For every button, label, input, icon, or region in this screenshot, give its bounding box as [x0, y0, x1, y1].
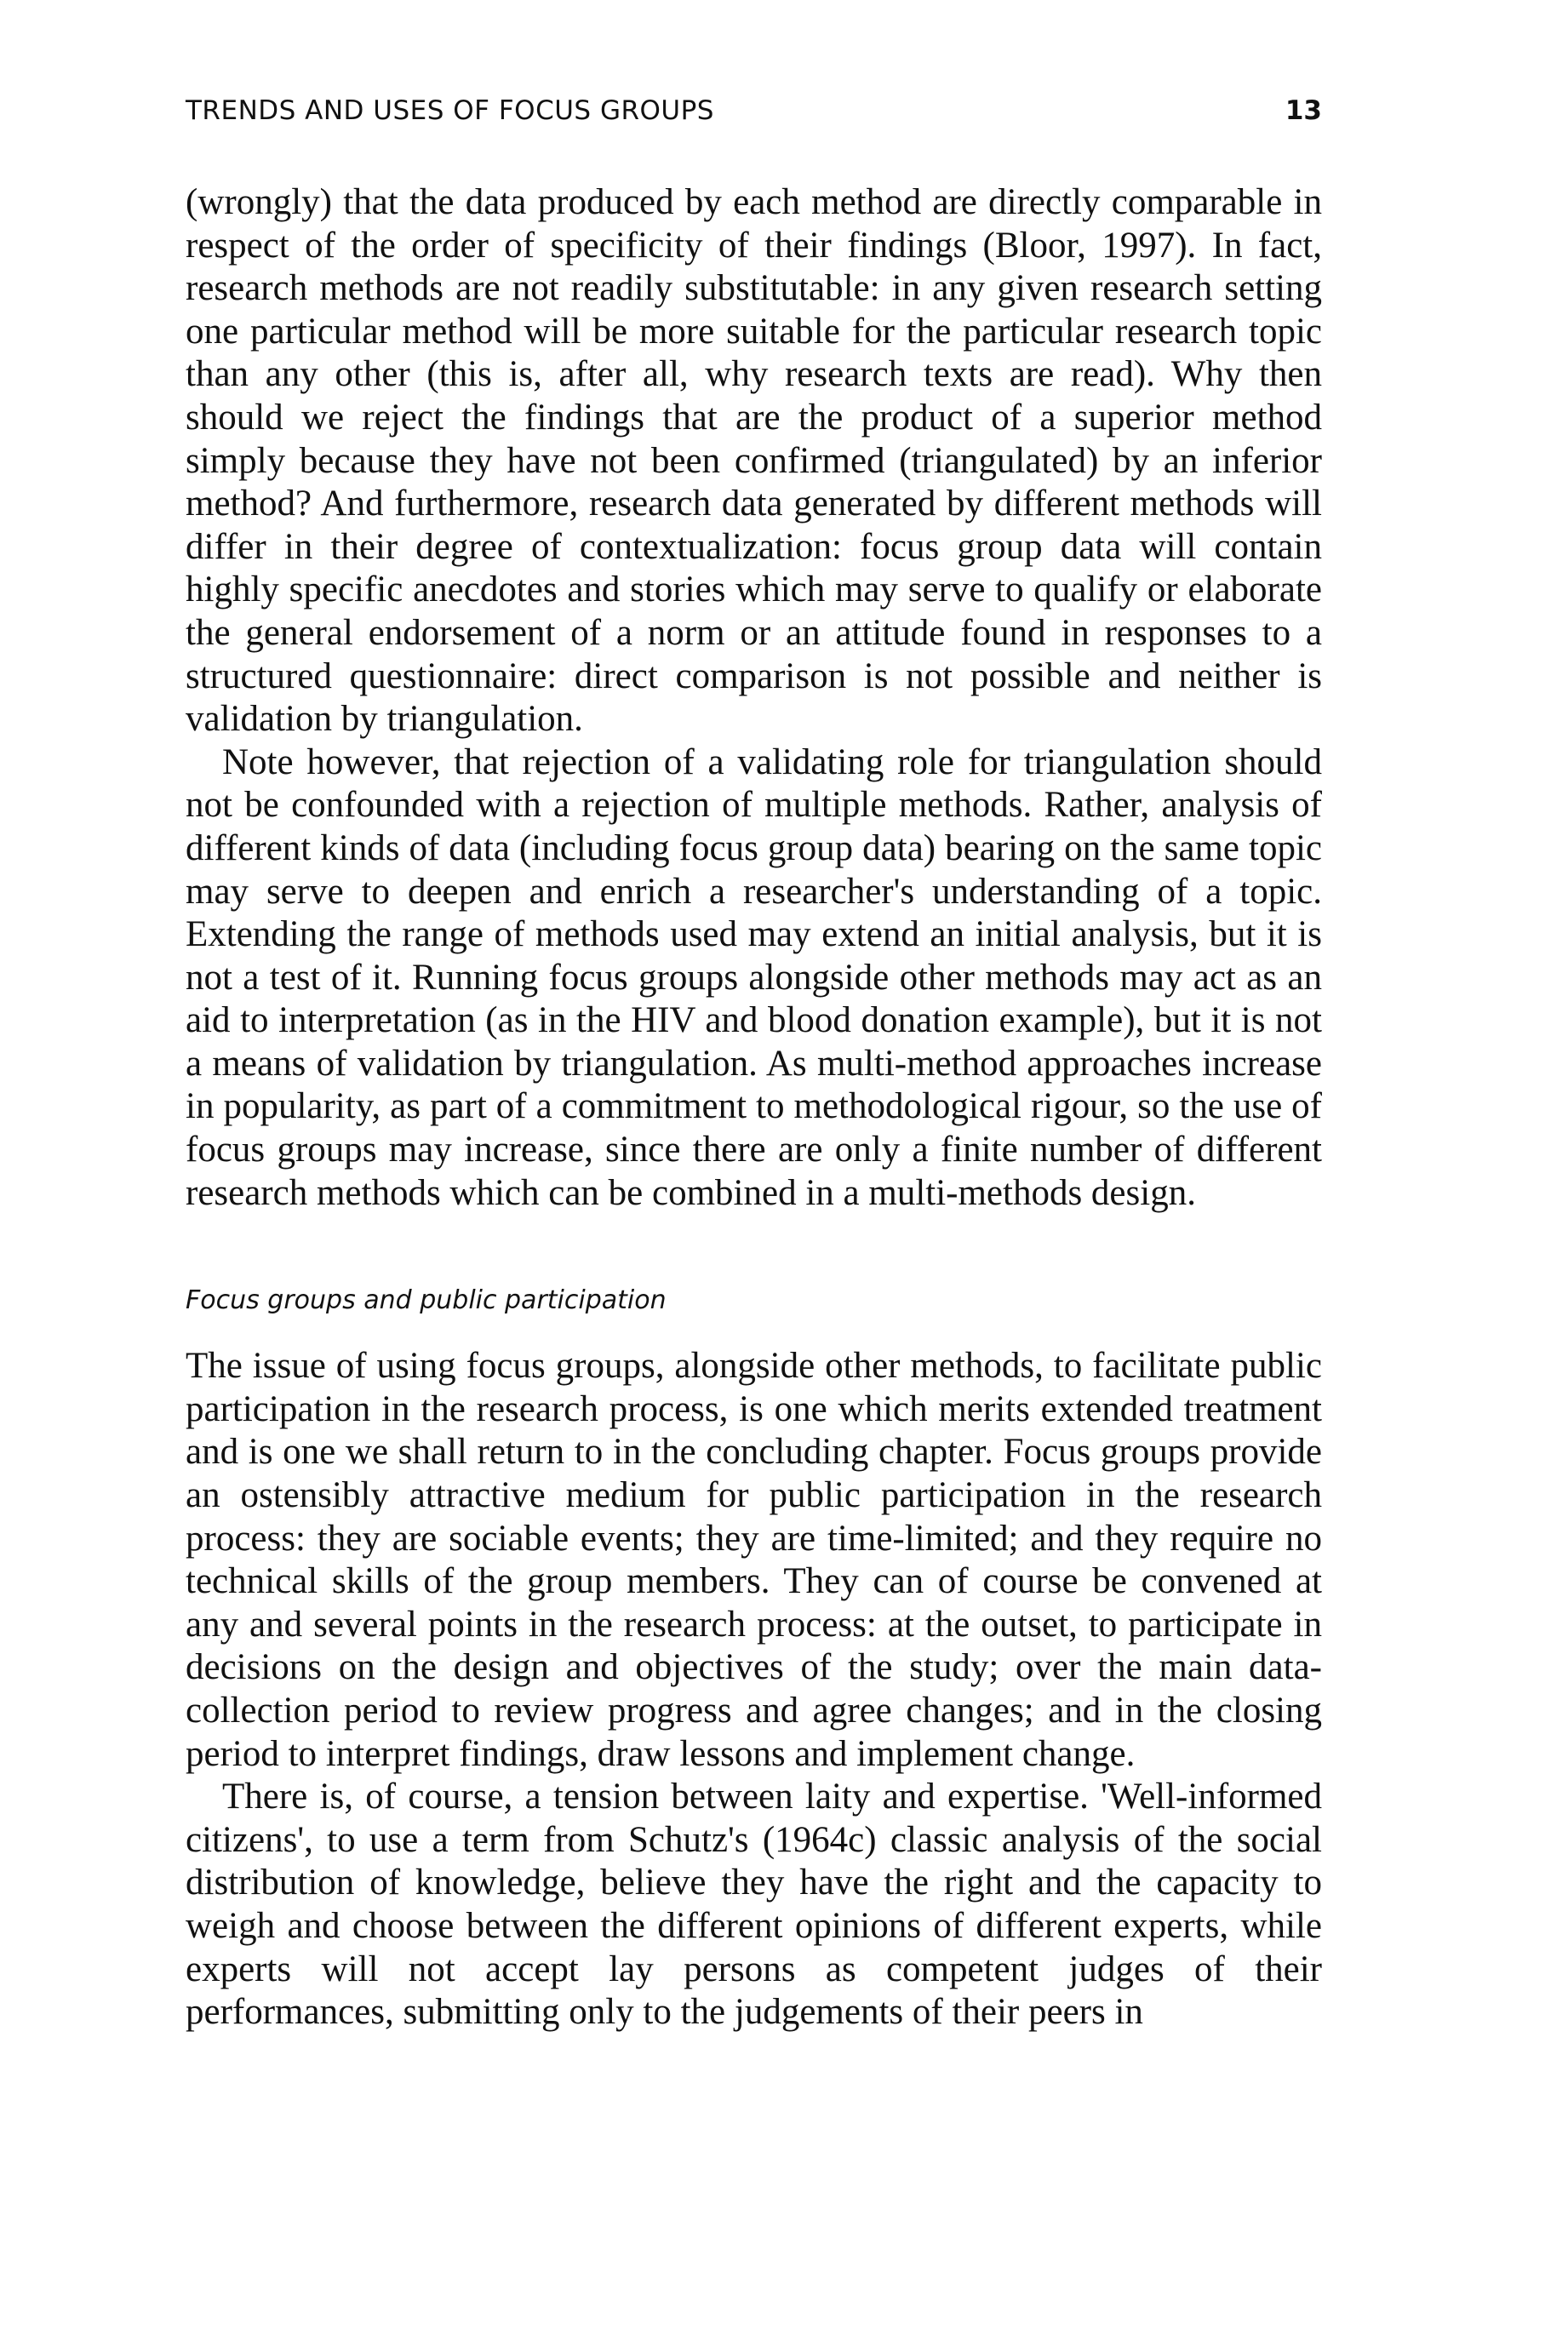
paragraph-laity-expertise: There is, of course, a tension between laity and expertise. 'Well-informed citizens', to use a term from Schutz's (1964c) classic analysis of the social distribution of knowledge, believe they have the right and the capacity to weigh and choose between the different opinions of different experts, while experts will not accept lay persons as competent judges of their performances, submitting only to the judgements of their peers in	[186, 1777, 1322, 2033]
page-number: 13	[1285, 95, 1322, 126]
section-heading: Focus groups and public participation	[186, 1285, 667, 1316]
paragraph-triangulation-critique: (wrongly) that the data produced by each method are directly comparable in respect of the order of specificity of their findings (Bloor, 1997). In fact, research methods are not readily substitutable: in any given research setting one particular method will be more suitable for the particular research topic than any other (this is, after all, why research texts are read). Why then should we reject the findings that are the product of a superior method simply because they have not been confirmed (triangulated) by an inferior method? And furthermore, research data generated by different methods will differ in their degree of contextualization: focus group data will contain highly specific anecdotes and stories which may serve to qualify or elaborate the general endorsement of a norm or an attitude found in responses to a structured questionnaire: direct comparison is not possible and neither is validation by triangulation.	[186, 182, 1322, 740]
running-head	[186, 95, 1322, 134]
paragraph-public-participation: The issue of using focus groups, alongside other methods, to facilitate public participation in the research process, is one which merits extended treatment and is one we shall return to in the concluding chapter. Focus groups provide an ostensibly attractive medium for public participation in the research process: they are sociable events; they are time-limited; and they require no technical skills of the group members. They can of course be convened at any and several points in the research process: at the outset, to participate in decisions on the design and objectives of the study; over the main data-collection period to review progress and agree changes; and in the closing period to interpret findings, draw lessons and implement change.	[186, 1346, 1322, 1774]
running-title: TRENDS AND USES OF FOCUS GROUPS	[186, 95, 714, 126]
body-text	[186, 181, 1322, 2034]
paragraph-multiple-methods: Note however, that rejection of a validating role for triangulation should not be confounded with a rejection of multiple methods. Rather, analysis of different kinds of data (including focus group data) bearing on the same topic may serve to deepen and enrich a researcher's understanding of a topic. Extending the range of methods used may extend an initial analysis, but it is not a test of it. Running focus groups alongside other methods may act as an aid to interpretation (as in the HIV and blood donation example), but it is not a means of validation by triangulation. As multi-method approaches increase in popularity, as part of a commitment to methodological rigour, so the use of focus groups may increase, since there are only a finite number of different research methods which can be combined in a multi-methods design.	[186, 741, 1322, 1213]
